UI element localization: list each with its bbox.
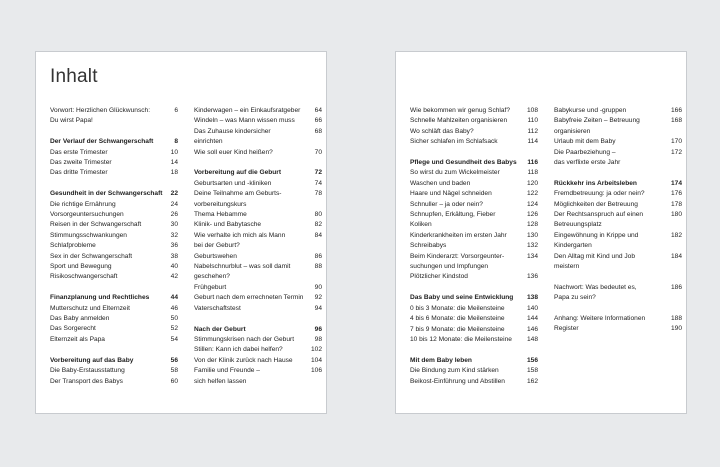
toc-entry-page-number: 172 [670,148,682,156]
toc-entry [554,210,682,231]
toc-entry-page-number: 36 [170,242,178,250]
toc-entry-page-number: 112 [527,127,538,135]
toc-entry-title: Das Baby anmelden [50,315,110,323]
toc-entry-title: Vaterschaftstest [194,304,241,312]
toc-entry-title: Schnupfen, Erkältung, Fieber [410,211,496,219]
toc-entry [554,189,682,199]
toc-entry [50,220,178,230]
toc-entry-page-number: 168 [670,117,682,125]
toc-entry [50,262,178,272]
toc-entry-page-number: 30 [170,221,178,229]
toc-entry-page-number: 22 [170,190,178,198]
toc-entry-page-number: 116 [527,159,538,167]
toc-entry [194,179,322,189]
toc-entry-page-number: 106 [310,367,322,375]
toc-entry-page-number: 86 [314,252,322,260]
toc-entry-title: Beikost-Einführung und Abstillen [410,377,505,385]
toc-entry [194,345,322,355]
toc-entry [410,116,538,126]
toc-section-heading [410,158,538,168]
toc-entry-title: Risikoschwangerschaft [50,273,118,281]
toc-entry-page-number: 134 [526,252,538,260]
toc-entry-page-number: 18 [170,169,178,177]
toc-column-right-a [410,106,538,387]
toc-entry-page-number: 156 [526,356,538,364]
toc-entry-title: Stimmungskrisen nach der Geburt [194,335,295,343]
toc-entry-title: Schnelle Mahlzeiten organisieren [410,117,508,125]
toc-entry [50,200,178,210]
toc-entry-title: Der Rechtsanspruch auf einen Betreuungsplatz [554,211,644,229]
toc-entry [410,137,538,147]
toc-section-heading [194,325,322,335]
toc-entry-title: Pflege und Gesundheit des Babys [410,159,517,167]
toc-entry-title: Vorsorgeuntersuchungen [50,211,124,219]
toc-entry [554,137,682,147]
toc-entry-page-number: 178 [670,200,682,208]
toc-entry-title: Register [554,325,579,333]
toc-entry [194,220,322,230]
toc-entry-page-number: 102 [310,346,322,354]
toc-entry-page-number: 6 [174,107,178,114]
toc-entry-page-number: 126 [526,211,538,219]
toc-section-heading [50,293,178,303]
toc-entry-title: Frühgeburt [194,283,227,291]
toc-entry-page-number: 132 [526,242,538,250]
toc-entry [50,241,178,251]
toc-entry-page-number: 60 [170,377,178,385]
toc-entry-page-number: 144 [526,315,538,323]
toc-entry-title: Kinderkrankheiten im ersten Jahr [410,231,507,239]
toc-entry-page-number: 94 [314,304,322,312]
toc-entry-title: Schlafprobleme [50,242,96,250]
toc-entry-page-number: 174 [670,179,682,187]
toc-entry [194,366,322,387]
toc-entry-title: Geburtsarten und -kliniken [194,179,272,187]
toc-entry [50,158,178,168]
toc-entry-page-number: 42 [170,273,178,281]
toc-entry [410,252,538,273]
toc-entry-title: Schnuller – ja oder nein? [410,200,483,208]
toc-entry-title: Beim Kinderarzt: Vorsorgeunter- suchungen und Impfungen [410,252,505,271]
toc-entry [194,210,322,220]
toc-entry [50,231,178,241]
toc-entry [554,106,682,116]
toc-section-heading [554,179,682,189]
toc-entry-title: 0 bis 3 Monate: die Meilensteine [410,304,505,312]
toc-section-heading [50,356,178,366]
toc-entry [410,377,538,387]
toc-entry-page-number: 186 [670,283,682,291]
toc-entry-page-number: 10 [170,148,178,156]
toc-entry [410,210,538,220]
toc-entry [554,324,682,334]
toc-entry-page-number: 56 [170,356,178,364]
toc-entry [410,179,538,189]
toc-entry-title: Der Transport des Babys [50,377,123,385]
toc-entry-title: 7 bis 9 Monate: die Meilensteine [410,325,505,333]
toc-entry-page-number: 70 [314,148,322,156]
toc-entry-title: Wo schläft das Baby? [410,127,474,135]
toc-entry-title: Das Baby und seine Entwicklung [410,294,514,302]
toc-entry [50,366,178,376]
toc-entry-page-number: 182 [670,231,682,239]
toc-entry-page-number: 130 [526,231,538,239]
toc-entry-page-number: 118 [527,169,538,177]
toc-entry-title: Gesundheit in der Schwangerschaft [50,190,163,198]
toc-entry-page-number: 136 [526,273,538,281]
toc-entry-title: Vorbereitung auf das Baby [50,356,134,364]
toc-entry-title: Rückkehr ins Arbeitsleben [554,179,637,187]
toc-entry-page-number: 108 [526,107,538,114]
toc-entry [194,283,322,293]
toc-entry-title: Mutterschutz und Elternzeit [50,304,130,312]
toc-entry-page-number: 24 [170,200,178,208]
toc-entry-page-number: 170 [670,138,682,146]
toc-entry [410,189,538,199]
toc-entry-title: Vorwort: Herzlichen Glückwunsch: Du wirst Papa! [50,107,151,125]
toc-entry [554,283,682,304]
toc-entry-page-number: 184 [670,252,682,260]
toc-entry [194,293,322,303]
toc-entry-page-number: 44 [170,294,178,302]
toc-entry [194,262,322,283]
toc-entry [194,356,322,366]
toc-entry [50,314,178,324]
toc-entry-page-number: 88 [314,263,322,271]
toc-entry [554,116,682,137]
toc-entry-page-number: 162 [526,377,538,385]
toc-entry-title: Die Baby-Erstausstattung [50,367,125,375]
toc-entry [50,377,178,387]
toc-entry-page-number: 78 [314,190,322,198]
toc-entry [410,200,538,210]
page-title: Inhalt [50,66,98,87]
toc-entry-page-number: 124 [526,200,538,208]
toc-entry-page-number: 14 [170,159,178,167]
toc-entry [410,241,538,251]
toc-entry [50,210,178,220]
right-page [395,51,687,414]
toc-entry-page-number: 110 [527,117,538,125]
toc-entry [410,366,538,376]
toc-entry-page-number: 128 [526,221,538,229]
toc-entry [194,335,322,345]
toc-entry-title: Die richtige Ernährung [50,200,116,208]
toc-entry-page-number: 82 [314,221,322,229]
toc-entry-title: Koliken [410,221,432,229]
toc-entry-title: Fremdbetreuung: ja oder nein? [554,190,645,198]
toc-entry-title: Von der Klinik zurück nach Hause [194,356,293,364]
toc-entry-page-number: 38 [170,252,178,260]
toc-entry [554,231,682,252]
toc-entry-title: Anhang: Weitere Informationen [554,315,646,323]
toc-entry-title: Die Paarbeziehung – das verflixte erste Jahr [554,148,621,167]
toc-entry [410,272,538,282]
toc-entry-page-number: 84 [314,231,322,239]
toc-entry-title: Das zweite Trimester [50,159,112,167]
toc-entry [194,116,322,126]
toc-entry [410,231,538,241]
toc-entry-page-number: 122 [526,190,538,198]
toc-entry [50,272,178,282]
toc-entry-page-number: 52 [170,325,178,333]
toc-entry-title: Geburtswehen [194,252,237,260]
toc-entry [554,252,682,273]
toc-entry-page-number: 54 [170,335,178,343]
toc-entry-title: Stillen: Kann ich dabei helfen? [194,346,283,354]
toc-entry-page-number: 96 [314,325,322,333]
toc-entry-title: So wirst du zum Wickelmeister [410,169,500,177]
toc-entry-title: Sicher schlafen im Schlafsack [410,138,498,146]
toc-entry [554,314,682,324]
toc-entry-page-number: 158 [526,367,538,375]
toc-entry [194,148,322,158]
toc-entry-title: Nabelschnurblut – was soll damit geschehen? [194,263,291,281]
toc-entry-title: Plötzlicher Kindstod [410,273,468,281]
toc-entry [410,220,538,230]
toc-section-heading [50,189,178,199]
toc-entry [554,200,682,210]
toc-entry [410,325,538,335]
toc-entry [50,168,178,178]
toc-entry-title: Das dritte Trimester [50,169,108,177]
toc-entry-page-number: 64 [314,107,322,114]
toc-entry-page-number: 26 [170,211,178,219]
toc-entry-page-number: 40 [170,263,178,271]
toc-entry-page-number: 66 [314,117,322,125]
toc-column-right-b [554,106,682,335]
toc-entry-page-number: 72 [314,169,322,177]
toc-entry-title: Elternzeit als Papa [50,335,105,343]
toc-section-heading [194,168,322,178]
toc-entry [194,106,322,116]
toc-entry [410,127,538,137]
toc-entry-title: Wie verhalte ich mich als Mann bei der Geburt? [194,231,286,250]
toc-entry-page-number: 98 [314,335,322,343]
toc-entry-page-number: 188 [670,315,682,323]
toc-entry-title: Reisen in der Schwangerschaft [50,221,142,229]
toc-column-left-a [50,106,178,387]
toc-entry [410,304,538,314]
toc-entry-title: Das Zuhause kindersicher einrichten [194,127,271,146]
toc-entry-title: Kinderwagen – ein Einkaufsratgeber [194,107,301,114]
toc-entry-title: Schreibabys [410,242,447,250]
toc-section-heading [410,293,538,303]
toc-entry-page-number: 190 [670,325,682,333]
toc-entry-page-number: 58 [170,367,178,375]
toc-entry-title: Windeln – was Mann wissen muss [194,117,295,125]
toc-entry-page-number: 176 [670,190,682,198]
toc-entry-title: Wie soll euer Kind heißen? [194,148,273,156]
toc-entry-page-number: 166 [670,107,682,114]
toc-entry-title: Thema Hebamme [194,211,247,219]
toc-entry [194,231,322,252]
left-page [35,51,327,414]
toc-entry [50,304,178,314]
toc-entry-page-number: 46 [170,304,178,312]
toc-entry [194,127,322,148]
toc-entry-title: Finanzplanung und Rechtliches [50,294,150,302]
toc-entry-page-number: 104 [310,356,322,364]
toc-entry-title: Stimmungsschwankungen [50,231,127,239]
toc-entry-title: Klinik- und Babytasche [194,221,262,229]
toc-entry [410,335,538,345]
toc-entry-title: Sport und Bewegung [50,263,112,271]
toc-section-heading [410,356,538,366]
toc-entry-title: Den Alltag mit Kind und Job meistern [554,252,636,271]
toc-entry-title: Möglichkeiten der Betreuung [554,200,638,208]
toc-entry-title: Das erste Trimester [50,148,108,156]
toc-entry-title: Babykurse und -gruppen [554,107,627,114]
toc-entry-page-number: 50 [170,315,178,323]
toc-entry [50,324,178,334]
toc-entry-page-number: 80 [314,211,322,219]
toc-entry-page-number: 114 [527,138,538,146]
toc-entry [194,304,322,314]
toc-entry-title: Familie und Freunde – sich helfen lassen [194,367,260,385]
toc-entry-page-number: 90 [314,283,322,291]
toc-entry-title: Haare und Nägel schneiden [410,190,492,198]
toc-entry [554,148,682,169]
toc-entry-page-number: 92 [314,294,322,302]
toc-entry-title: Die Bindung zum Kind stärken [410,367,499,375]
toc-entry-page-number: 74 [314,179,322,187]
toc-entry-title: Urlaub mit dem Baby [554,138,616,146]
toc-entry-title: Eingewöhnung in Krippe und Kindergarten [554,231,639,250]
toc-entry-title: Deine Teilnahme am Geburts- vorbereitungskurs [194,190,282,208]
toc-entry-page-number: 8 [174,138,178,146]
toc-entry-title: Babyfreie Zeiten – Betreuung organisieren [554,117,640,135]
toc-entry-title: Das Sorgerecht [50,325,96,333]
toc-entry-title: Wie bekommen wir genug Schlaf? [410,107,511,114]
toc-entry [194,252,322,262]
toc-entry-page-number: 138 [526,294,538,302]
toc-section-heading [50,137,178,147]
toc-entry-page-number: 146 [526,325,538,333]
toc-entry-page-number: 180 [670,211,682,219]
toc-entry-page-number: 148 [526,335,538,343]
toc-entry-page-number: 68 [314,127,322,135]
toc-entry-title: Geburt nach dem errechneten Termin [194,294,304,302]
toc-entry [410,314,538,324]
toc-entry-page-number: 32 [170,231,178,239]
toc-entry-title: Vorbereitung auf die Geburt [194,169,282,177]
toc-entry-title: Waschen und baden [410,179,471,187]
toc-entry-title: Der Verlauf der Schwangerschaft [50,138,154,146]
toc-entry [50,148,178,158]
toc-entry [50,106,178,127]
toc-entry [410,106,538,116]
toc-entry [410,168,538,178]
toc-entry [50,335,178,345]
toc-entry-page-number: 140 [526,304,538,312]
toc-entry-title: Mit dem Baby leben [410,356,472,364]
toc-column-left-b [194,106,322,387]
toc-entry-title: Nachwort: Was bedeutet es, Papa zu sein? [554,283,637,302]
toc-entry-title: Nach der Geburt [194,325,246,333]
toc-entry-title: Sex in der Schwangerschaft [50,252,133,260]
toc-entry-page-number: 120 [526,179,538,187]
toc-entry [50,252,178,262]
toc-entry-title: 10 bis 12 Monate: die Meilensteine [410,335,512,343]
toc-entry-title: 4 bis 6 Monate: die Meilensteine [410,315,505,323]
toc-entry [194,189,322,210]
